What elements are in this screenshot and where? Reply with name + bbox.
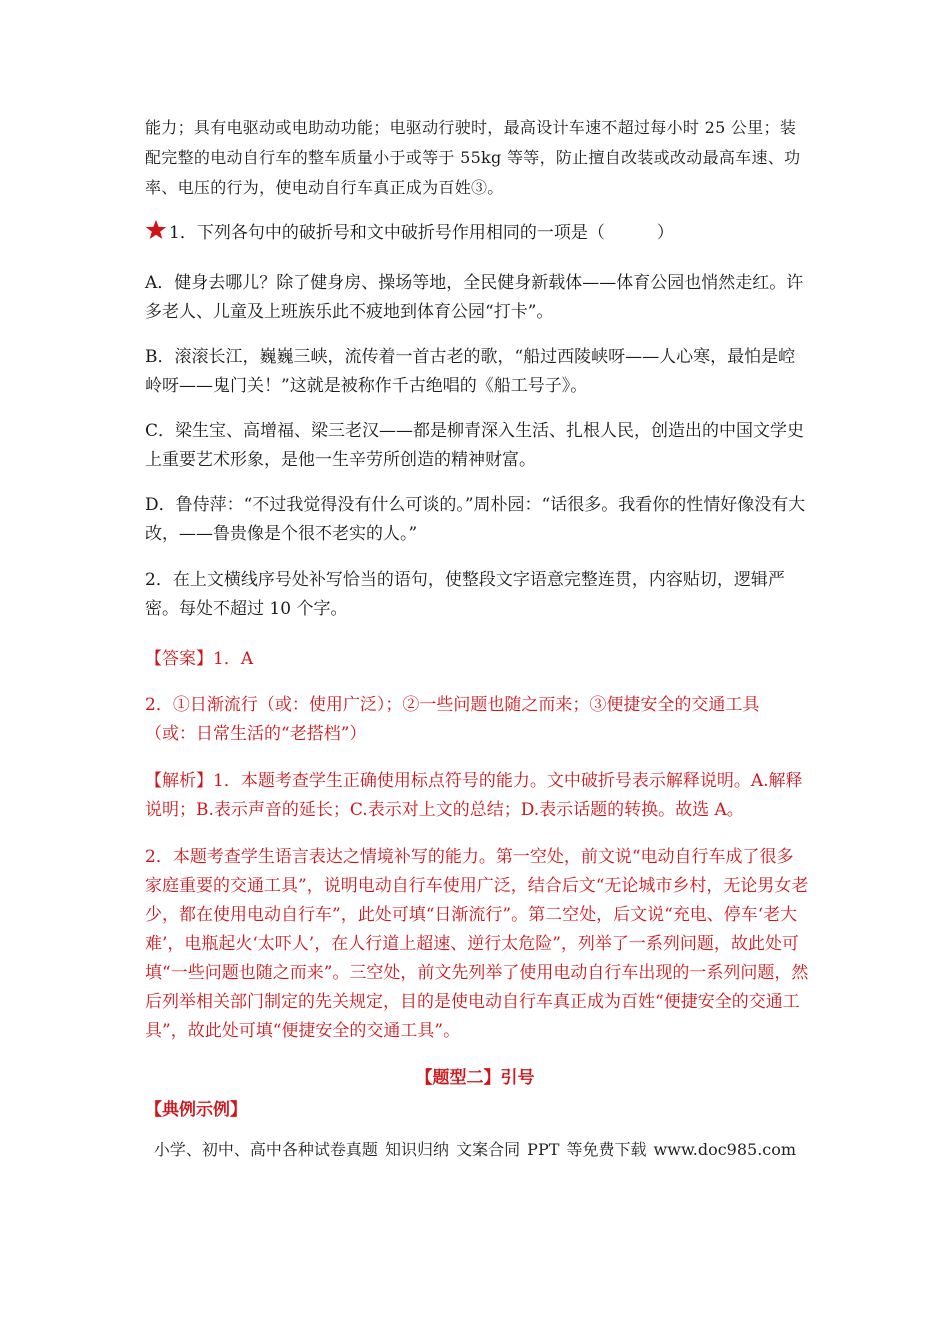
- example-heading: 【典例示例】: [145, 1100, 247, 1120]
- answer-1: [145, 645, 810, 674]
- intro-paragraph: 能力；具有电驱动或电助动功能；电驱动行驶时，最高设计车速不超过每小时 25 公里；装配完整的电动自行车的整车质量小于或等于 55kg 等等，防止擅自改装或改动最高车速、功率、电压的行为，使电动自行车真正成为百姓③。: [145, 118, 801, 197]
- footer-text: 小学、初中、高中各种试卷真题 知识归纳 文案合同 PPT 等免费下载 www.doc985.com: [153, 1140, 797, 1159]
- answer-2: 2．①日渐流行（或：使用广泛）；②一些问题也随之而来；③便捷安全的交通工具（或：日常生活的“老搭档”）: [145, 695, 760, 744]
- option-b: B．滚滚长江，巍巍三峡，流传着一首古老的歌，“船过西陵峡呀——人心寒，最怕是崆岭呀——鬼门关！”这就是被称作千古绝唱的《船工号子》。: [145, 347, 796, 396]
- question-1-close: ）: [656, 223, 674, 243]
- answer-label: 【答案】: [145, 649, 213, 669]
- question-1-stem: [145, 219, 810, 248]
- star-icon: [145, 219, 167, 241]
- option-a: A．健身去哪儿？除了健身房、操场等地，全民健身新载体——体育公园也悄然走红。许多老人、儿童及上班族乐此不疲地到体育公园“打卡”。: [145, 273, 804, 322]
- question-1-text: 1．下列各句中的破折号和文中破折号作用相同的一项是（: [169, 223, 605, 243]
- analysis-1: [145, 767, 810, 825]
- analysis-label: 【解析】: [145, 771, 213, 791]
- option-c: C．梁生宝、高增福、梁三老汉——都是柳青深入生活、扎根人民，创造出的中国文学史上重要艺术形象，是他一生辛劳所创造的精神财富。: [145, 421, 805, 470]
- question-2: 2．在上文横线序号处补写恰当的语句，使整段文字语意完整连贯，内容贴切，逻辑严密。每处不超过 10 个字。: [145, 570, 785, 619]
- section-title: 【题型二】引号: [415, 1068, 535, 1088]
- option-d: D．鲁侍萍：“不过我觉得没有什么可谈的。”周朴园：“话很多。我看你的性情好像没有大改，——鲁贵像是个很不老实的人。”: [145, 495, 806, 544]
- analysis-2: 2．本题考查学生语言表达之情境补写的能力。第一空处，前文说“电动自行车成了很多家庭重要的交通工具”，说明电动自行车使用广泛，结合后文“无论城市乡村，无论男女老少，都在使用电动自行车”，此处可填“日渐流行”。第二空处，后文说“充电、停车‘老大难’，电瓶起火‘太吓人’，在人行道上超速、逆行太危险”，列举了一系列问题，故此处可填“一些问题也随之而来”。三空处，前文先列举了使用电动自行车出现的一系列问题，然后列举相关部门制定的先关规定，目的是使电动自行车真正成为百姓“便捷安全的交通工具”，故此处可填“便捷安全的交通工具”。: [145, 847, 809, 1041]
- answer-1-text: 1．A: [213, 649, 254, 669]
- analysis-1-text: 1．本题考查学生正确使用标点符号的能力。文中破折号表示解释说明。A.解释说明；B.表示声音的延长；C.表示对上文的总结；D.表示话题的转换。故选 A。: [145, 771, 803, 820]
